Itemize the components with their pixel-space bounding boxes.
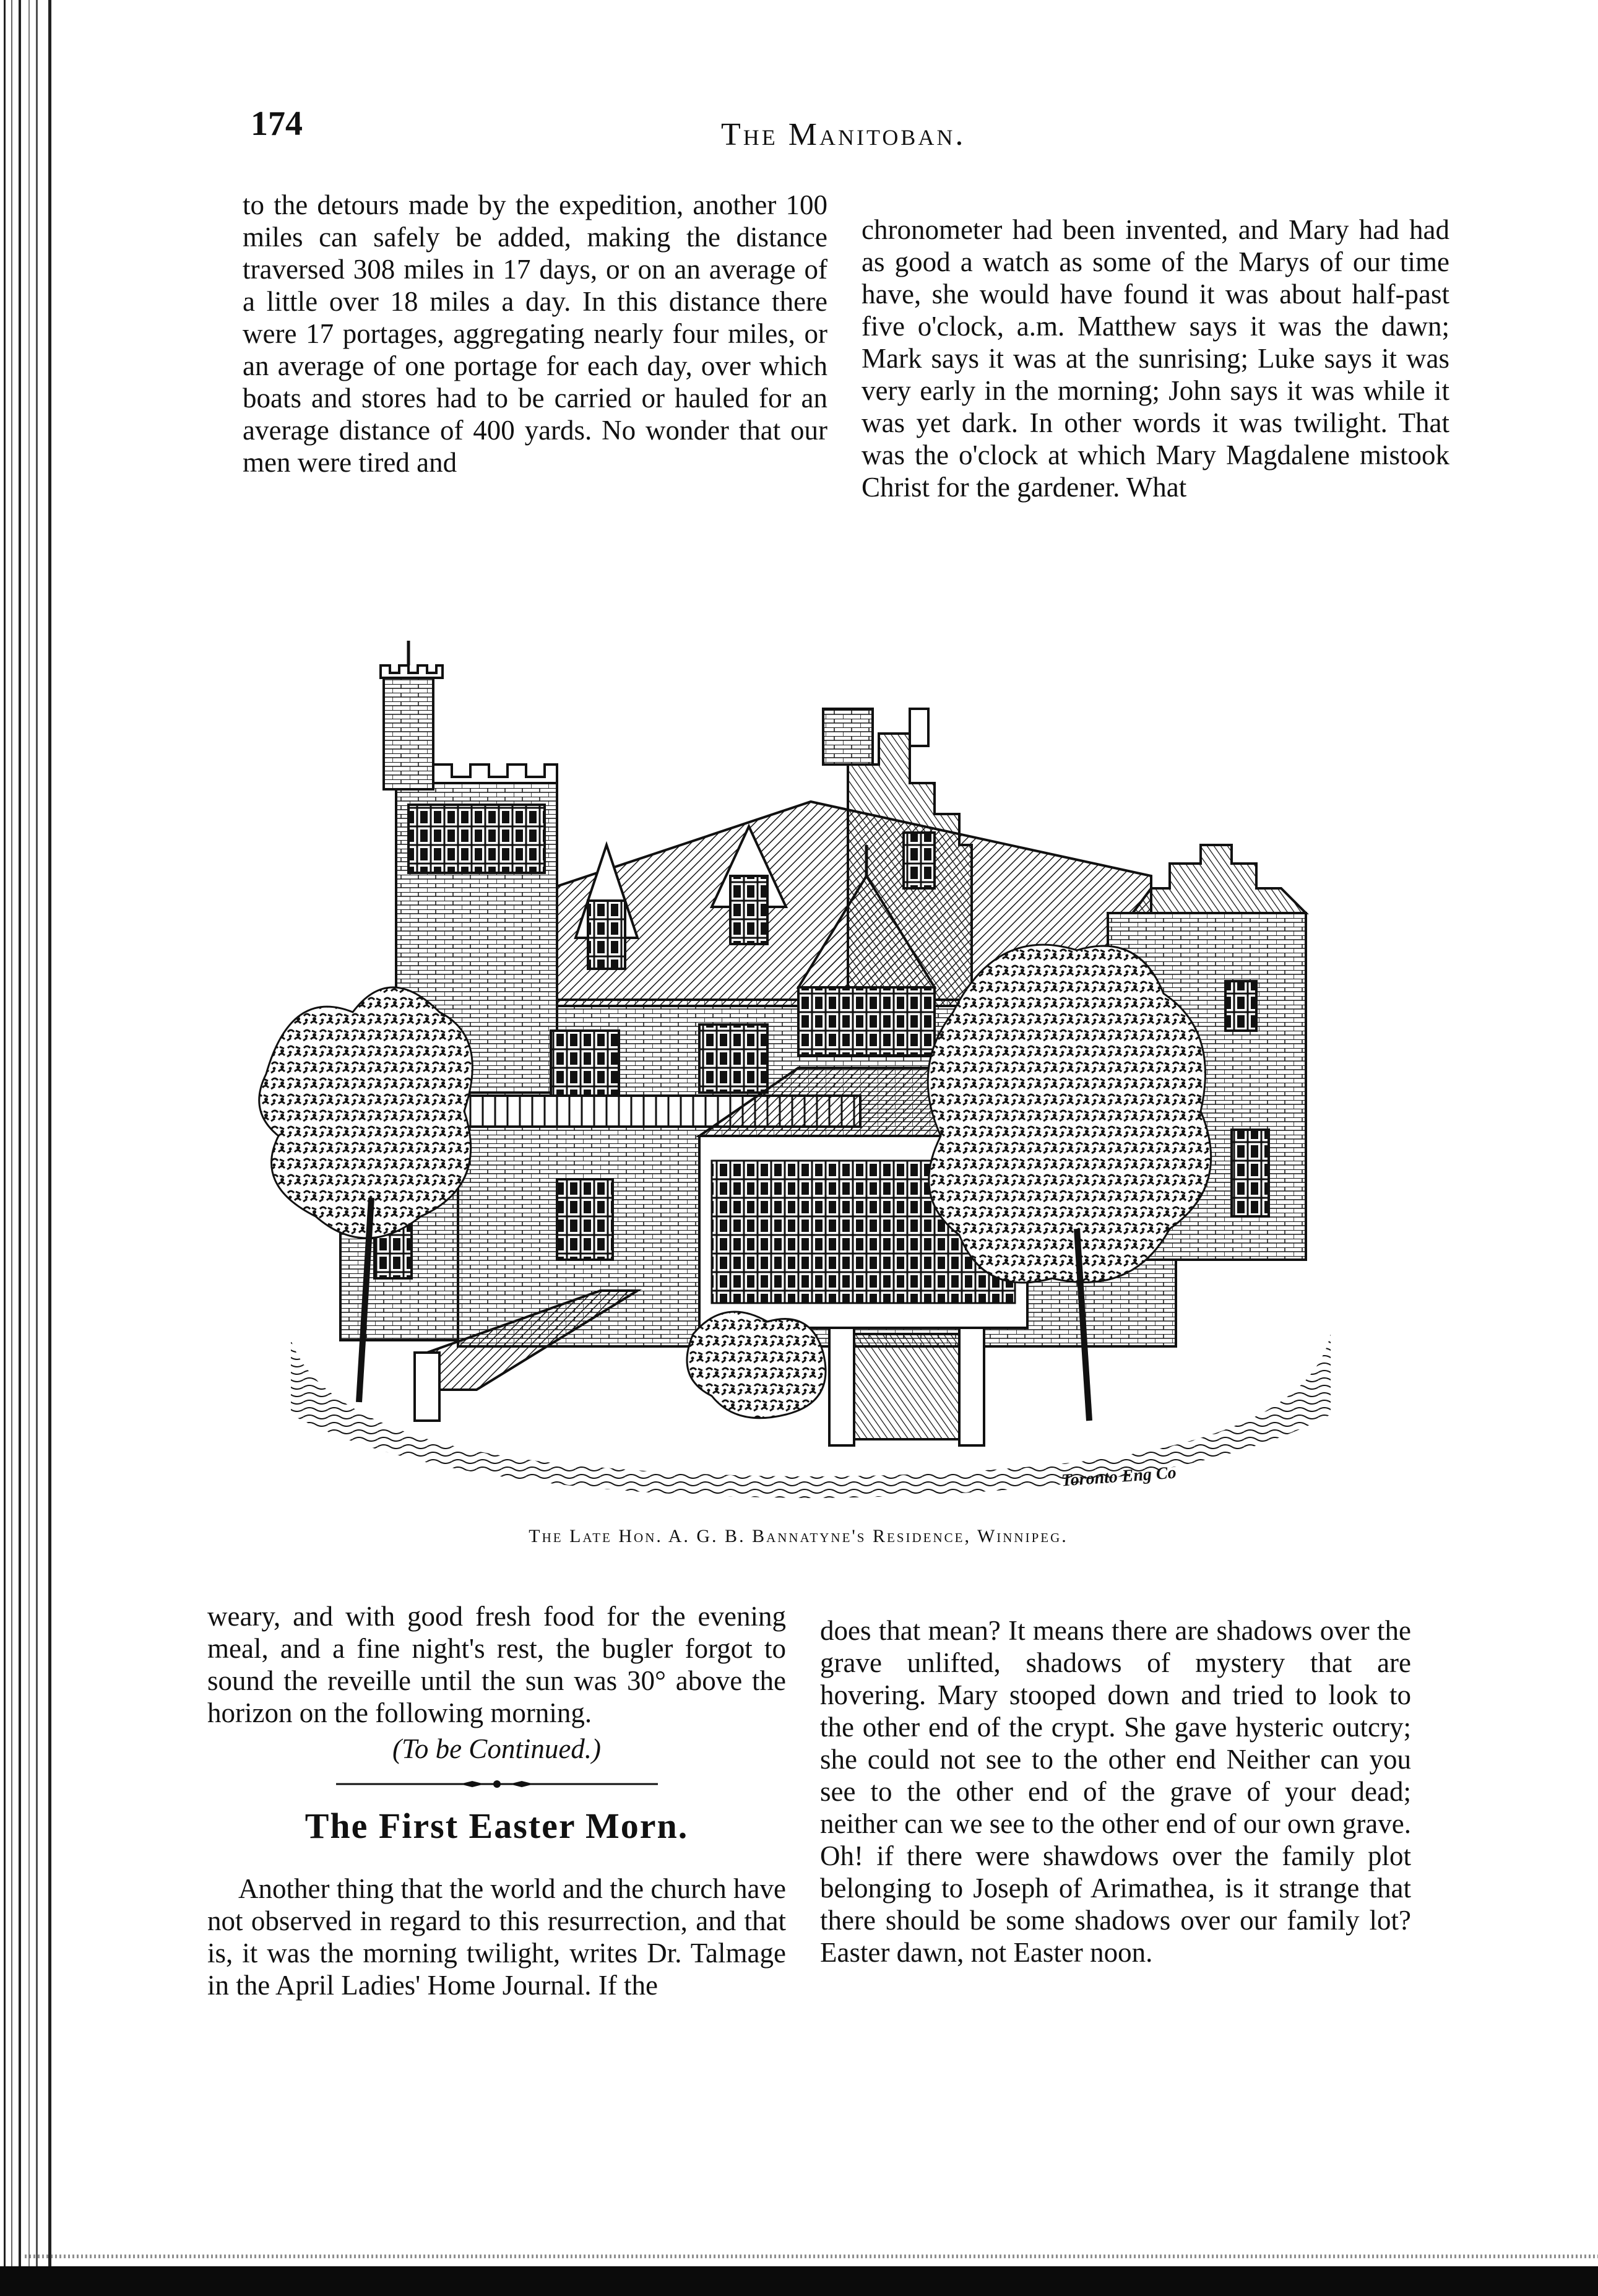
- paragraph: chronometer had been invented, and Mary had had as good a watch as some of the Marys of our time have, she would have found it was about half-past five o'clock, a.m. Matthew says it was the dawn; Mark says it was at the sunrising; Luke says it was very early in the morning; John says it was while it was yet dark. In other words it was twilight. That was the o'clock at which Mary Magdalene mistook Christ for the gardener. What: [862, 214, 1449, 503]
- section-title: The First Easter Morn.: [304, 1806, 689, 1846]
- paragraph: Another thing that the world and the church have not observed in regard to this resurrection, and that is, it was the morning twilight, writes Dr. Talmage in the April Ladies' Home Journal. If the: [207, 1873, 786, 2001]
- article-column-top-left: [243, 189, 827, 479]
- article-column-top-right: [862, 214, 1449, 503]
- to-be-continued-note: (To be Continued.): [392, 1733, 602, 1764]
- scan-noise-line: [25, 2255, 1598, 2258]
- illustration-caption: The Late Hon. A. G. B. Bannatyne's Residence, Winnipeg.: [529, 1526, 1068, 1546]
- page-number: 174: [251, 105, 303, 143]
- page-binding-edge: [0, 0, 56, 2296]
- paragraph: does that mean? It means there are shadows over the grave unlifted, shadows of mystery that are hovering. Mary stooped down and tried to look to the other end of the crypt. She gave hysteric outcry; she could not see to the other end Neither can you see to the other end of the grave of your dead; neither can we see to the other end of our own grave. Oh! if there were shawdows over the family plot belonging to Joseph of Arimathea, is it strange that there should be some shadows over our family lot? Easter dawn, not Easter noon.: [820, 1615, 1411, 1968]
- residence-engraving: [254, 641, 1355, 1510]
- paragraph: to the detours made by the expedition, another 100 miles can safely be added, making the distance traversed 308 miles in 17 days, or on an average of a little over 18 miles a day. In this distance there were 17 portages, aggregating nearly four miles, or an average of one portage for each day, over which boats and stores had to be carried or hauled for an average distance of 400 yards. No wonder that our men were tired and: [243, 189, 827, 478]
- engraver-signature: Toronto Eng Co: [1061, 1463, 1177, 1491]
- section-divider: [336, 1780, 658, 1788]
- article-column-bottom-right: [820, 1614, 1411, 1969]
- running-head: The Manitoban.: [721, 117, 966, 152]
- scan-bottom-edge: [0, 2266, 1598, 2296]
- article-column-bottom-left: [207, 1600, 786, 2001]
- paragraph: weary, and with good fresh food for the evening meal, and a fine night's rest, the bugler forgot to sound the reveille until the sun was 30° above the horizon on the following morning.: [207, 1601, 786, 1728]
